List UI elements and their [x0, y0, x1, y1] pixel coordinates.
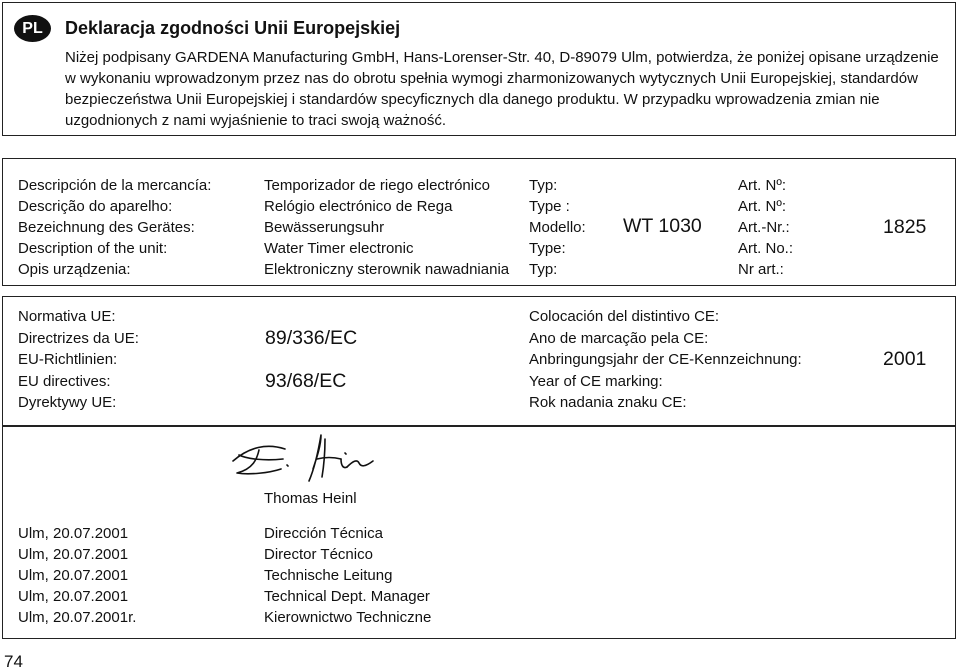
- declaration-text: Niżej podpisany GARDENA Manufacturing GmbH, Hans-Lorenser-Str. 40, D-89079 Ulm, potwierdza, że poniżej opisane urządzenie w wykonaniu wprowadzonym przez nas do obrotu spełnia wymogi zharmonizowanych wytycznych Unii Europejskiej, standardów bezpieczeństwa Unii Europejskiej i standardów specyficznych dla danego produktu. W przypadku wprowadzenia zmian nie uzgodnionych z nami wyjaśnienie to traci swoją ważność.: [65, 49, 939, 129]
- type-value: WT 1030: [623, 215, 702, 237]
- declaration-box: [2, 2, 956, 136]
- signature-image: [229, 429, 399, 495]
- ce-year-value: 2001: [883, 348, 927, 370]
- directive-label: EU directives:: [18, 373, 111, 390]
- signatory-title: Technische Leitung: [264, 567, 393, 584]
- product-label: Description of the unit:: [18, 240, 168, 257]
- product-row: [3, 219, 955, 240]
- directive-label: Dyrektywy UE:: [18, 394, 117, 411]
- product-description: Elektroniczny sterownik nawadniania: [264, 261, 510, 278]
- type-label: Type:: [529, 240, 566, 257]
- place-date: Ulm, 20.07.2001r.: [18, 609, 137, 626]
- product-box: [2, 158, 956, 286]
- signatory-title: Dirección Técnica: [264, 525, 383, 542]
- ce-marking-label: Anbringungsjahr der CE-Kennzeichnung:: [529, 351, 802, 368]
- directives-box: [2, 296, 956, 426]
- ce-marking-label: Ano de marcação pela CE:: [529, 330, 709, 347]
- product-label: Descripción de la mercancía:: [18, 177, 212, 194]
- product-label: Bezeichnung des Gerätes:: [18, 219, 195, 236]
- product-label: Opis urządzenia:: [18, 261, 131, 278]
- product-row: [3, 261, 955, 282]
- ce-marking-label: Rok nadania znaku CE:: [529, 394, 687, 411]
- ce-marking-label: Year of CE marking:: [529, 373, 663, 390]
- signature-box: [2, 426, 956, 639]
- directive-value: 93/68/EC: [265, 370, 347, 392]
- signatory-title: Director Técnico: [264, 546, 373, 563]
- art-label: Art. No.:: [738, 240, 794, 257]
- product-row: [3, 240, 955, 261]
- type-label: Typ:: [529, 177, 558, 194]
- art-label: Art.-Nr.:: [738, 219, 790, 236]
- declaration-title: Deklaracja zgodności Unii Europejskiej: [65, 18, 401, 38]
- signatory-name: Thomas Heinl: [264, 490, 357, 507]
- type-label: Type :: [529, 198, 570, 215]
- directive-label: Directrizes da UE:: [18, 330, 139, 347]
- art-label: Art. Nº:: [738, 198, 786, 215]
- product-description: Bewässerungsuhr: [264, 219, 385, 236]
- place-date: Ulm, 20.07.2001: [18, 567, 129, 584]
- place-date: Ulm, 20.07.2001: [18, 525, 129, 542]
- language-badge: PL: [14, 15, 51, 42]
- product-description: Water Timer electronic: [264, 240, 414, 257]
- product-row: [3, 177, 955, 198]
- art-number-value: 1825: [883, 216, 927, 238]
- product-row: [3, 198, 955, 219]
- place-date: Ulm, 20.07.2001: [18, 588, 129, 605]
- ce-marking-label: Colocación del distintivo CE:: [529, 308, 720, 325]
- directive-label: Normativa UE:: [18, 308, 116, 325]
- product-description: Relógio electrónico de Rega: [264, 198, 453, 215]
- place-date: Ulm, 20.07.2001: [18, 546, 129, 563]
- product-label: Descrição do aparelho:: [18, 198, 173, 215]
- type-label: Typ:: [529, 261, 558, 278]
- signatory-title: Technical Dept. Manager: [264, 588, 430, 605]
- directive-label: EU-Richtlinien:: [18, 351, 118, 368]
- page-number: 74: [4, 652, 23, 671]
- art-label: Nr art.:: [738, 261, 784, 278]
- directive-value: 89/336/EC: [265, 327, 358, 349]
- type-label: Modello:: [529, 219, 586, 236]
- signatory-title: Kierownictwo Techniczne: [264, 609, 432, 626]
- product-description: Temporizador de riego electrónico: [264, 177, 490, 194]
- art-label: Art. Nº:: [738, 177, 786, 194]
